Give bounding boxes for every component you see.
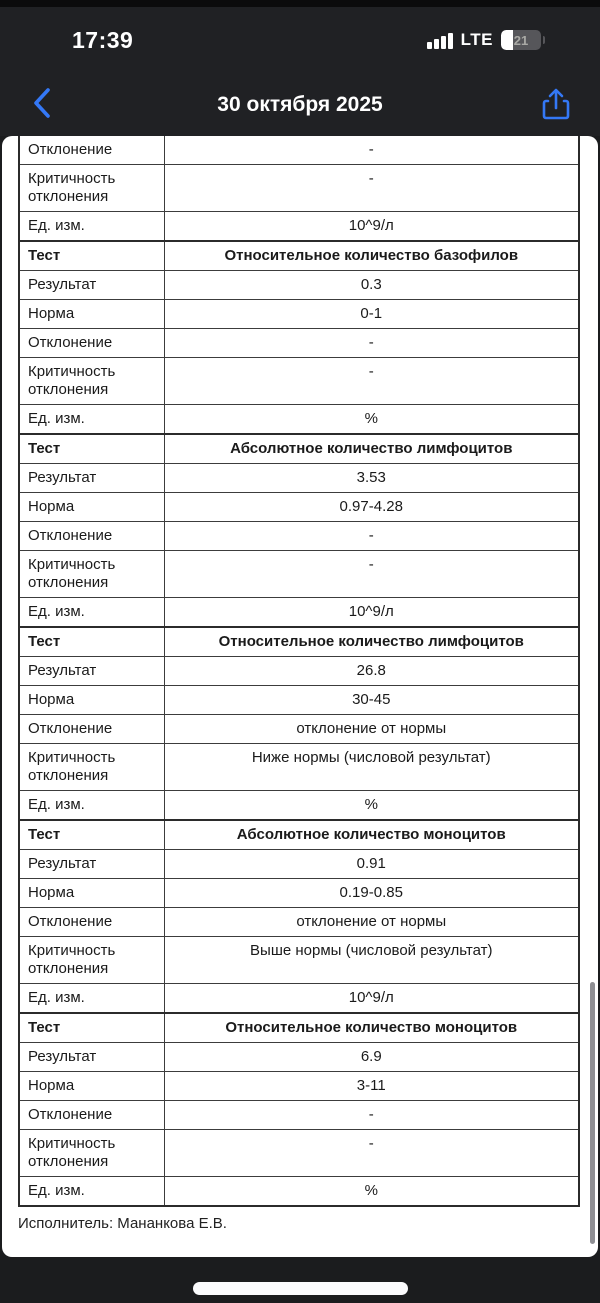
table-row [19, 598, 579, 628]
row-value: Абсолютное количество моноцитов [164, 820, 579, 850]
table-row-header [19, 241, 579, 271]
home-indicator[interactable] [193, 1282, 408, 1295]
row-value: отклонение от нормы [164, 908, 579, 937]
row-label: Норма [19, 493, 164, 522]
row-label: Ед. изм. [19, 598, 164, 628]
row-label: Результат [19, 271, 164, 300]
status-cluster [427, 30, 545, 50]
row-value: 0.3 [164, 271, 579, 300]
row-value: Относительное количество базофилов [164, 241, 579, 271]
share-icon [541, 88, 571, 122]
table-row [19, 329, 579, 358]
executor-note: Исполнитель: Мананкова Е.В. [18, 1215, 227, 1232]
table-row [19, 405, 579, 435]
row-value: 10^9/л [164, 598, 579, 628]
home-area [0, 1257, 600, 1303]
row-label: Норма [19, 1072, 164, 1101]
row-label: Отклонение [19, 908, 164, 937]
battery-cap [543, 36, 545, 44]
row-label: Тест [19, 241, 164, 271]
row-label: Ед. изм. [19, 984, 164, 1014]
row-label: Результат [19, 850, 164, 879]
row-label: Ед. изм. [19, 212, 164, 242]
top-chrome [0, 0, 600, 136]
results-table-body [19, 136, 579, 1206]
row-label: Отклонение [19, 136, 164, 165]
row-value: - [164, 329, 579, 358]
row-value: Относительное количество моноцитов [164, 1013, 579, 1043]
row-label: Ед. изм. [19, 791, 164, 821]
row-value: % [164, 1177, 579, 1207]
table-row [19, 1072, 579, 1101]
row-label: Отклонение [19, 1101, 164, 1130]
row-label: Результат [19, 657, 164, 686]
battery-percent: 21 [513, 32, 529, 48]
table-row [19, 165, 579, 212]
table-row [19, 1177, 579, 1207]
row-value: 3.53 [164, 464, 579, 493]
table-row [19, 464, 579, 493]
row-label: Норма [19, 686, 164, 715]
row-label: Ед. изм. [19, 405, 164, 435]
row-label: Тест [19, 820, 164, 850]
table-row [19, 879, 579, 908]
row-label: Отклонение [19, 715, 164, 744]
row-value: Относительное количество лимфоцитов [164, 627, 579, 657]
row-value: Абсолютное количество лимфоцитов [164, 434, 579, 464]
row-label: Норма [19, 300, 164, 329]
row-value: 10^9/л [164, 212, 579, 242]
row-label: Результат [19, 1043, 164, 1072]
share-button[interactable] [541, 88, 571, 122]
table-row [19, 1101, 579, 1130]
row-value: - [164, 1101, 579, 1130]
row-label: Тест [19, 627, 164, 657]
results-table [18, 136, 580, 1207]
row-label: Критичность отклонения [19, 358, 164, 405]
table-row-header [19, 820, 579, 850]
table-row [19, 551, 579, 598]
table-row-header [19, 627, 579, 657]
row-value: % [164, 405, 579, 435]
row-label: Ед. изм. [19, 1177, 164, 1207]
table-row [19, 300, 579, 329]
row-label: Критичность отклонения [19, 551, 164, 598]
table-row [19, 522, 579, 551]
row-value: % [164, 791, 579, 821]
table-row [19, 358, 579, 405]
row-label: Тест [19, 434, 164, 464]
row-value: - [164, 136, 579, 165]
page-title: 30 октября 2025 [217, 93, 383, 116]
battery-icon [501, 30, 541, 50]
row-value: 3-11 [164, 1072, 579, 1101]
row-value: 0-1 [164, 300, 579, 329]
row-value: Ниже нормы (числовой результат) [164, 744, 579, 791]
cellular-signal-icon [427, 32, 453, 49]
row-value: 0.97-4.28 [164, 493, 579, 522]
table-row [19, 1043, 579, 1072]
table-row [19, 908, 579, 937]
row-label: Отклонение [19, 522, 164, 551]
row-label: Критичность отклонения [19, 937, 164, 984]
table-row [19, 493, 579, 522]
row-value: - [164, 1130, 579, 1177]
row-value: - [164, 551, 579, 598]
row-value: 30-45 [164, 686, 579, 715]
table-row [19, 657, 579, 686]
table-row [19, 791, 579, 821]
row-value: - [164, 358, 579, 405]
row-label: Тест [19, 1013, 164, 1043]
row-label: Критичность отклонения [19, 165, 164, 212]
row-value: 6.9 [164, 1043, 579, 1072]
table-row [19, 744, 579, 791]
row-value: - [164, 165, 579, 212]
table-row [19, 136, 579, 165]
row-value: отклонение от нормы [164, 715, 579, 744]
top-strip [0, 0, 600, 7]
table-row [19, 1130, 579, 1177]
status-time: 17:39 [72, 27, 134, 53]
row-label: Критичность отклонения [19, 1130, 164, 1177]
table-row [19, 686, 579, 715]
row-value: Выше нормы (числовой результат) [164, 937, 579, 984]
table-row [19, 271, 579, 300]
row-value: 26.8 [164, 657, 579, 686]
table-row [19, 984, 579, 1014]
table-row-header [19, 434, 579, 464]
row-label: Отклонение [19, 329, 164, 358]
row-value: 10^9/л [164, 984, 579, 1014]
row-label: Результат [19, 464, 164, 493]
table-row [19, 212, 579, 242]
table-row [19, 937, 579, 984]
row-label: Норма [19, 879, 164, 908]
row-value: 0.19-0.85 [164, 879, 579, 908]
table-row [19, 850, 579, 879]
table-row [19, 715, 579, 744]
table-row-header [19, 1013, 579, 1043]
document-sheet [2, 136, 598, 1257]
row-value: 0.91 [164, 850, 579, 879]
row-label: Критичность отклонения [19, 744, 164, 791]
row-value: - [164, 522, 579, 551]
scrollbar-thumb[interactable] [590, 982, 595, 1244]
network-type-label: LTE [460, 30, 493, 49]
